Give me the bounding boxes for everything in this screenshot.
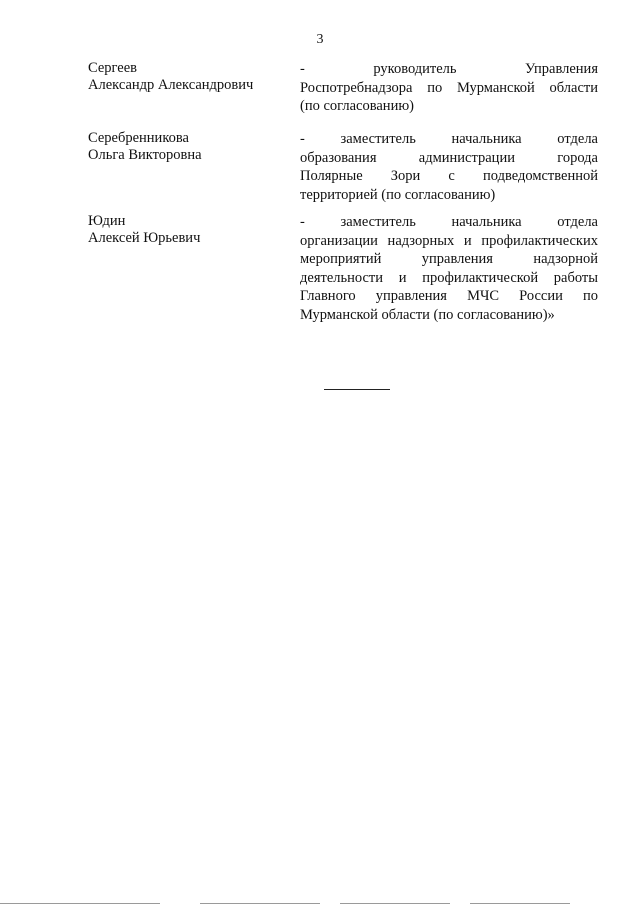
role-line: организации надзорных и профилактических [300,232,598,249]
role-line: - заместитель начальника отдела [300,214,598,230]
member-role [300,213,598,324]
member-surname: Серебренникова [88,130,189,146]
role-line: образования администрации города [300,149,598,166]
role-line: - руководитель Управления [300,61,598,77]
scan-edge-line [0,903,160,904]
member-name [88,130,288,164]
member-given-names: Ольга Викторовна [88,147,202,163]
role-line: деятельности и профилактической работы [300,269,598,286]
closing-divider [324,389,390,390]
role-line: (по согласованию) [300,98,414,114]
role-line: Полярные Зори с подведомственной [300,168,598,184]
scan-edge-line [470,903,570,904]
member-name [88,60,288,94]
member-role [300,60,598,116]
member-surname: Юдин [88,213,126,229]
scan-edge-line [340,903,450,904]
role-line: - заместитель начальника отдела [300,131,598,147]
role-line: территорией (по согласованию) [300,186,496,203]
member-given-names: Александр Александрович [88,77,254,93]
role-line: Мурманской области (по согласованию)» [300,306,555,323]
role-line: Роспотребнадзора по Мурманской области [300,79,598,96]
member-name [88,213,288,247]
role-line: мероприятий управления надзорной [300,251,598,267]
member-role [300,130,598,204]
member-given-names: Алексей Юрьевич [88,230,201,246]
page-number: 3 [316,32,324,47]
member-surname: Сергеев [88,60,138,76]
scan-edge-line [200,903,320,904]
role-line: Главного управления МЧС России по [300,288,598,304]
